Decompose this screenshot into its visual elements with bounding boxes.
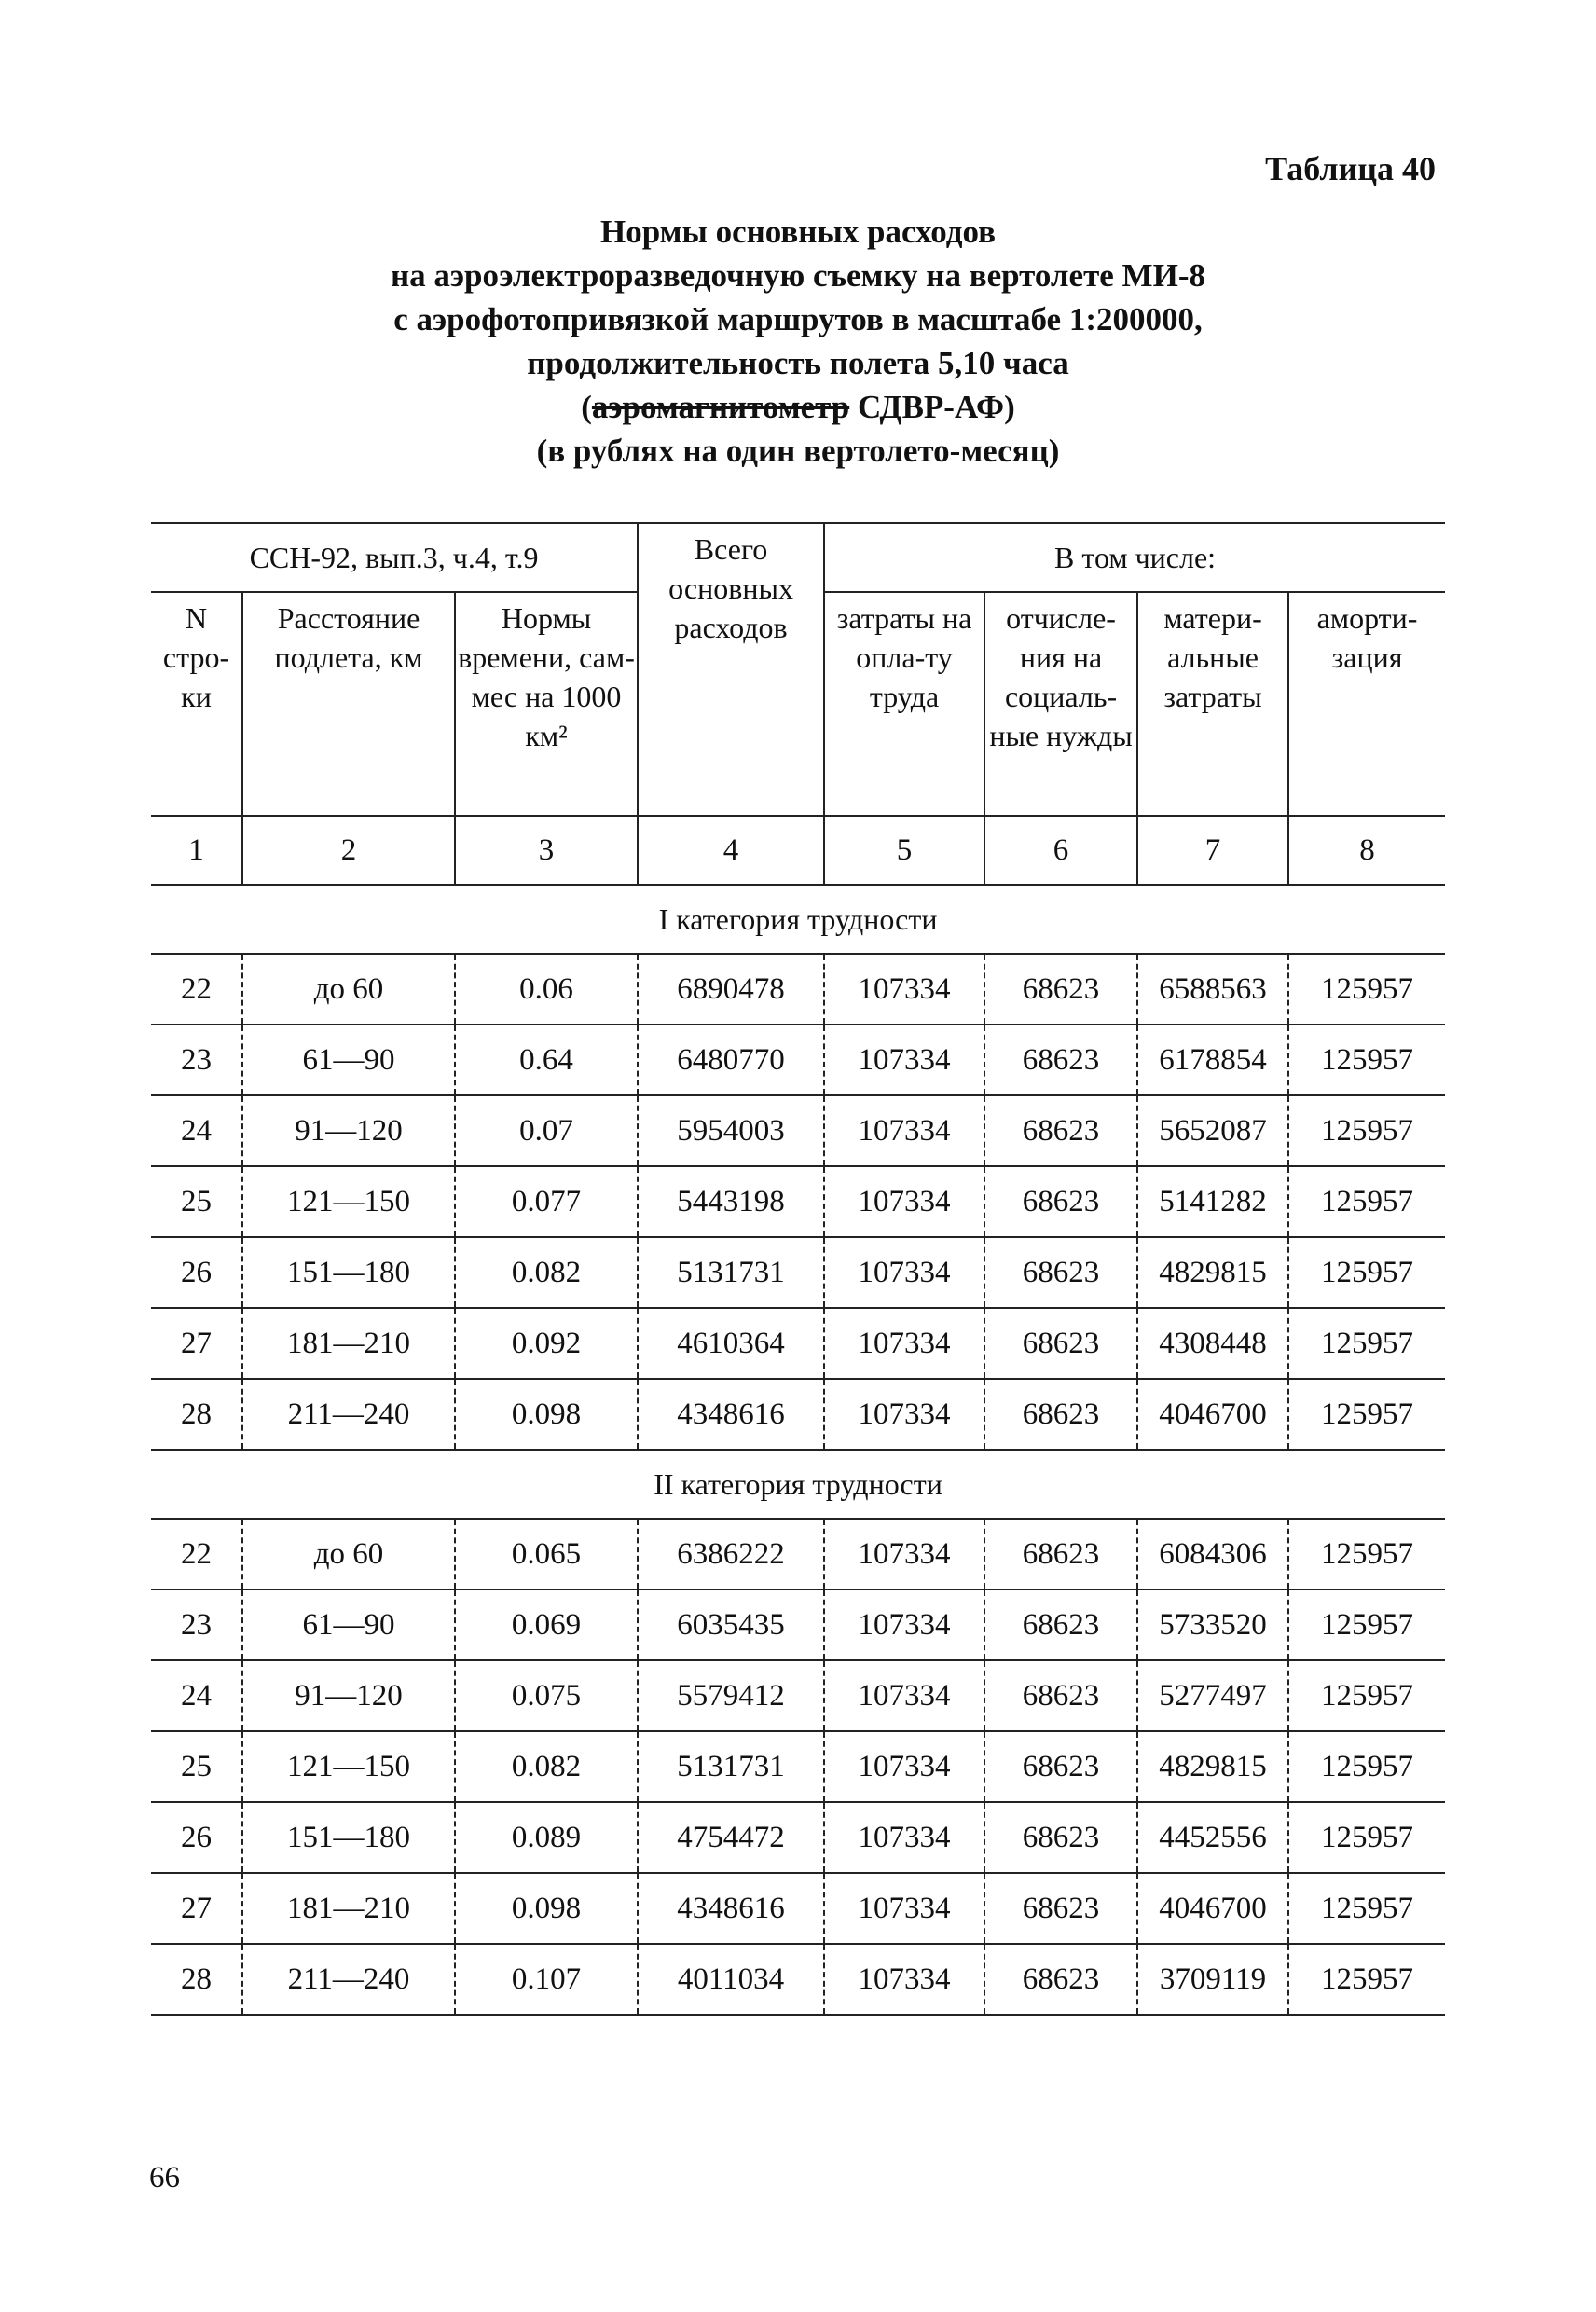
- table-cell: 91—120: [242, 1095, 455, 1166]
- table-row: [151, 1308, 1445, 1379]
- table-cell: 4610364: [638, 1308, 824, 1379]
- page-number: 66: [149, 2161, 180, 2195]
- table-row: [151, 1519, 1445, 1590]
- table-cell: 125957: [1288, 1660, 1445, 1731]
- table-cell: 22: [151, 1519, 242, 1590]
- table-cell: 27: [151, 1873, 242, 1944]
- table-cell: 5141282: [1137, 1166, 1288, 1237]
- table-cell: 4348616: [638, 1379, 824, 1450]
- title-line-5-open: (: [581, 389, 592, 425]
- table-cell: 121—150: [242, 1166, 455, 1237]
- table-cell: 4308448: [1137, 1308, 1288, 1379]
- table-row: [151, 1590, 1445, 1660]
- table-cell: 125957: [1288, 1944, 1445, 2015]
- table-cell: 68623: [984, 1731, 1137, 1802]
- norms-table: [151, 522, 1445, 2016]
- table-cell: 0.098: [455, 1379, 638, 1450]
- table-cell: 151—180: [242, 1802, 455, 1873]
- table-cell: до 60: [242, 1519, 455, 1590]
- table-cell: 125957: [1288, 1379, 1445, 1450]
- table-cell: 211—240: [242, 1944, 455, 2015]
- table-cell: 125957: [1288, 1731, 1445, 1802]
- table-cell: 0.082: [455, 1237, 638, 1308]
- table-cell: 68623: [984, 1660, 1137, 1731]
- header-labor-cost: затраты на опла-ту труда: [824, 592, 984, 816]
- table-cell: 211—240: [242, 1379, 455, 1450]
- column-number: 2: [242, 816, 455, 885]
- section-header-row: [151, 1450, 1445, 1519]
- table-cell: 0.082: [455, 1731, 638, 1802]
- table-cell: 0.089: [455, 1802, 638, 1873]
- table-row: [151, 1873, 1445, 1944]
- table-cell: 27: [151, 1308, 242, 1379]
- header-distance: Расстояние подлета, км: [242, 592, 455, 816]
- table-row: [151, 1660, 1445, 1731]
- table-cell: 68623: [984, 1166, 1137, 1237]
- table-cell: 6178854: [1137, 1025, 1288, 1095]
- table-cell: 6890478: [638, 954, 824, 1025]
- table-number: Таблица 40: [1265, 150, 1436, 187]
- table-cell: 61—90: [242, 1590, 455, 1660]
- table-cell: 3709119: [1137, 1944, 1288, 2015]
- table-cell: 0.092: [455, 1308, 638, 1379]
- table-cell: 125957: [1288, 1025, 1445, 1095]
- table-cell: 0.075: [455, 1660, 638, 1731]
- table-cell: 121—150: [242, 1731, 455, 1802]
- table-row: [151, 1802, 1445, 1873]
- table-cell: 26: [151, 1237, 242, 1308]
- table-cell: 0.107: [455, 1944, 638, 2015]
- table-cell: 68623: [984, 1095, 1137, 1166]
- table-cell: 107334: [824, 1308, 984, 1379]
- title-line-6: (в рублях на один вертолето-месяц): [536, 433, 1060, 469]
- table-cell: 107334: [824, 954, 984, 1025]
- table-cell: 61—90: [242, 1025, 455, 1095]
- table-cell: 23: [151, 1590, 242, 1660]
- table-cell: 125957: [1288, 1519, 1445, 1590]
- title-line-5: [149, 385, 1447, 429]
- table-row: [151, 1944, 1445, 2015]
- table-cell: 0.077: [455, 1166, 638, 1237]
- table-cell: 5579412: [638, 1660, 824, 1731]
- table-cell: 24: [151, 1095, 242, 1166]
- header-total: Всего основных расходов: [638, 523, 824, 816]
- table-cell: 107334: [824, 1379, 984, 1450]
- table-cell: 22: [151, 954, 242, 1025]
- title-line-3: с аэрофотопривязкой маршрутов в масштабе 1:200000,: [393, 301, 1203, 337]
- table-cell: 0.065: [455, 1519, 638, 1590]
- table-title: [149, 210, 1447, 473]
- column-number: 1: [151, 816, 242, 885]
- table-cell: 5277497: [1137, 1660, 1288, 1731]
- table-cell: 0.07: [455, 1095, 638, 1166]
- table-row: [151, 1731, 1445, 1802]
- table-cell: 107334: [824, 1025, 984, 1095]
- table-row: [151, 1166, 1445, 1237]
- column-number: 5: [824, 816, 984, 885]
- table-cell: 107334: [824, 1519, 984, 1590]
- table-cell: 4754472: [638, 1802, 824, 1873]
- table-cell: 68623: [984, 954, 1137, 1025]
- table-cell: 4348616: [638, 1873, 824, 1944]
- column-number: 7: [1137, 816, 1288, 885]
- table-cell: 28: [151, 1944, 242, 2015]
- table-cell: 5443198: [638, 1166, 824, 1237]
- table-cell: 107334: [824, 1873, 984, 1944]
- table-cell: 6035435: [638, 1590, 824, 1660]
- column-number: 3: [455, 816, 638, 885]
- table-cell: 6480770: [638, 1025, 824, 1095]
- table-cell: 4829815: [1137, 1731, 1288, 1802]
- table-row: [151, 954, 1445, 1025]
- table-cell: 0.069: [455, 1590, 638, 1660]
- table-cell: 5131731: [638, 1237, 824, 1308]
- header-including: В том числе:: [824, 523, 1445, 592]
- table-cell: 68623: [984, 1519, 1137, 1590]
- table-cell: 107334: [824, 1802, 984, 1873]
- table-cell: 125957: [1288, 1237, 1445, 1308]
- section-header-row: [151, 885, 1445, 954]
- header-material: матери-альные затраты: [1137, 592, 1288, 816]
- table-cell: 23: [151, 1025, 242, 1095]
- table-cell: 68623: [984, 1873, 1137, 1944]
- table-cell: 26: [151, 1802, 242, 1873]
- table-cell: 4452556: [1137, 1802, 1288, 1873]
- struck-word: аэромагнитометр: [591, 389, 850, 425]
- section-title: I категория трудности: [151, 885, 1445, 954]
- table-cell: 125957: [1288, 1095, 1445, 1166]
- title-line-1: Нормы основных расходов: [600, 213, 996, 250]
- table-cell: 68623: [984, 1802, 1137, 1873]
- header-social: отчисле-ния на социаль-ные нужды: [984, 592, 1137, 816]
- table-cell: 68623: [984, 1025, 1137, 1095]
- table-cell: 0.098: [455, 1873, 638, 1944]
- table-cell: 6386222: [638, 1519, 824, 1590]
- column-number: 4: [638, 816, 824, 885]
- table-cell: 4829815: [1137, 1237, 1288, 1308]
- table-cell: до 60: [242, 954, 455, 1025]
- table-cell: 107334: [824, 1166, 984, 1237]
- table-cell: 68623: [984, 1308, 1137, 1379]
- table-cell: 125957: [1288, 1166, 1445, 1237]
- table-cell: 151—180: [242, 1237, 455, 1308]
- table-cell: 0.64: [455, 1025, 638, 1095]
- header-row-number: N стро-ки: [151, 592, 242, 816]
- table-cell: 6588563: [1137, 954, 1288, 1025]
- column-number: 6: [984, 816, 1137, 885]
- table-cell: 107334: [824, 1095, 984, 1166]
- table-cell: 181—210: [242, 1308, 455, 1379]
- table-header: [151, 523, 1445, 885]
- table-cell: 4046700: [1137, 1379, 1288, 1450]
- table-cell: 4011034: [638, 1944, 824, 2015]
- table-cell: 68623: [984, 1379, 1137, 1450]
- table-cell: 68623: [984, 1237, 1137, 1308]
- table-cell: 25: [151, 1166, 242, 1237]
- table-cell: 125957: [1288, 1873, 1445, 1944]
- table-cell: 0.06: [455, 954, 638, 1025]
- table-cell: 5954003: [638, 1095, 824, 1166]
- table-cell: 5652087: [1137, 1095, 1288, 1166]
- table-cell: 68623: [984, 1944, 1137, 2015]
- table-cell: 107334: [824, 1237, 984, 1308]
- table-cell: 125957: [1288, 954, 1445, 1025]
- table-cell: 68623: [984, 1590, 1137, 1660]
- table-cell: 28: [151, 1379, 242, 1450]
- table-cell: 107334: [824, 1944, 984, 2015]
- table-cell: 24: [151, 1660, 242, 1731]
- header-ssn-group: ССН-92, вып.3, ч.4, т.9: [151, 523, 638, 592]
- table-cell: 91—120: [242, 1660, 455, 1731]
- table-row: [151, 1025, 1445, 1095]
- table-cell: 107334: [824, 1660, 984, 1731]
- table-cell: 181—210: [242, 1873, 455, 1944]
- table-cell: 25: [151, 1731, 242, 1802]
- table-cell: 6084306: [1137, 1519, 1288, 1590]
- header-time-norms: Нормы времени, сам-мес на 1000 км²: [455, 592, 638, 816]
- table-cell: 107334: [824, 1590, 984, 1660]
- table-cell: 125957: [1288, 1308, 1445, 1379]
- table-row: [151, 1237, 1445, 1308]
- table-row: [151, 1095, 1445, 1166]
- title-line-4: продолжительность полета 5,10 часа: [527, 345, 1069, 381]
- column-number: 8: [1288, 816, 1445, 885]
- section-title: II категория трудности: [151, 1450, 1445, 1519]
- title-line-2: на аэроэлектроразведочную съемку на вертолете МИ-8: [391, 257, 1205, 294]
- table-cell: 5131731: [638, 1731, 824, 1802]
- header-amortization: аморти-зация: [1288, 592, 1445, 816]
- table-cell: 107334: [824, 1731, 984, 1802]
- title-line-5-rest: СДВР-АФ): [849, 389, 1015, 425]
- table-body: [151, 885, 1445, 2015]
- table-cell: 5733520: [1137, 1590, 1288, 1660]
- column-number-row: [151, 816, 1445, 885]
- table-cell: 125957: [1288, 1590, 1445, 1660]
- table-cell: 125957: [1288, 1802, 1445, 1873]
- table-cell: 4046700: [1137, 1873, 1288, 1944]
- table-row: [151, 1379, 1445, 1450]
